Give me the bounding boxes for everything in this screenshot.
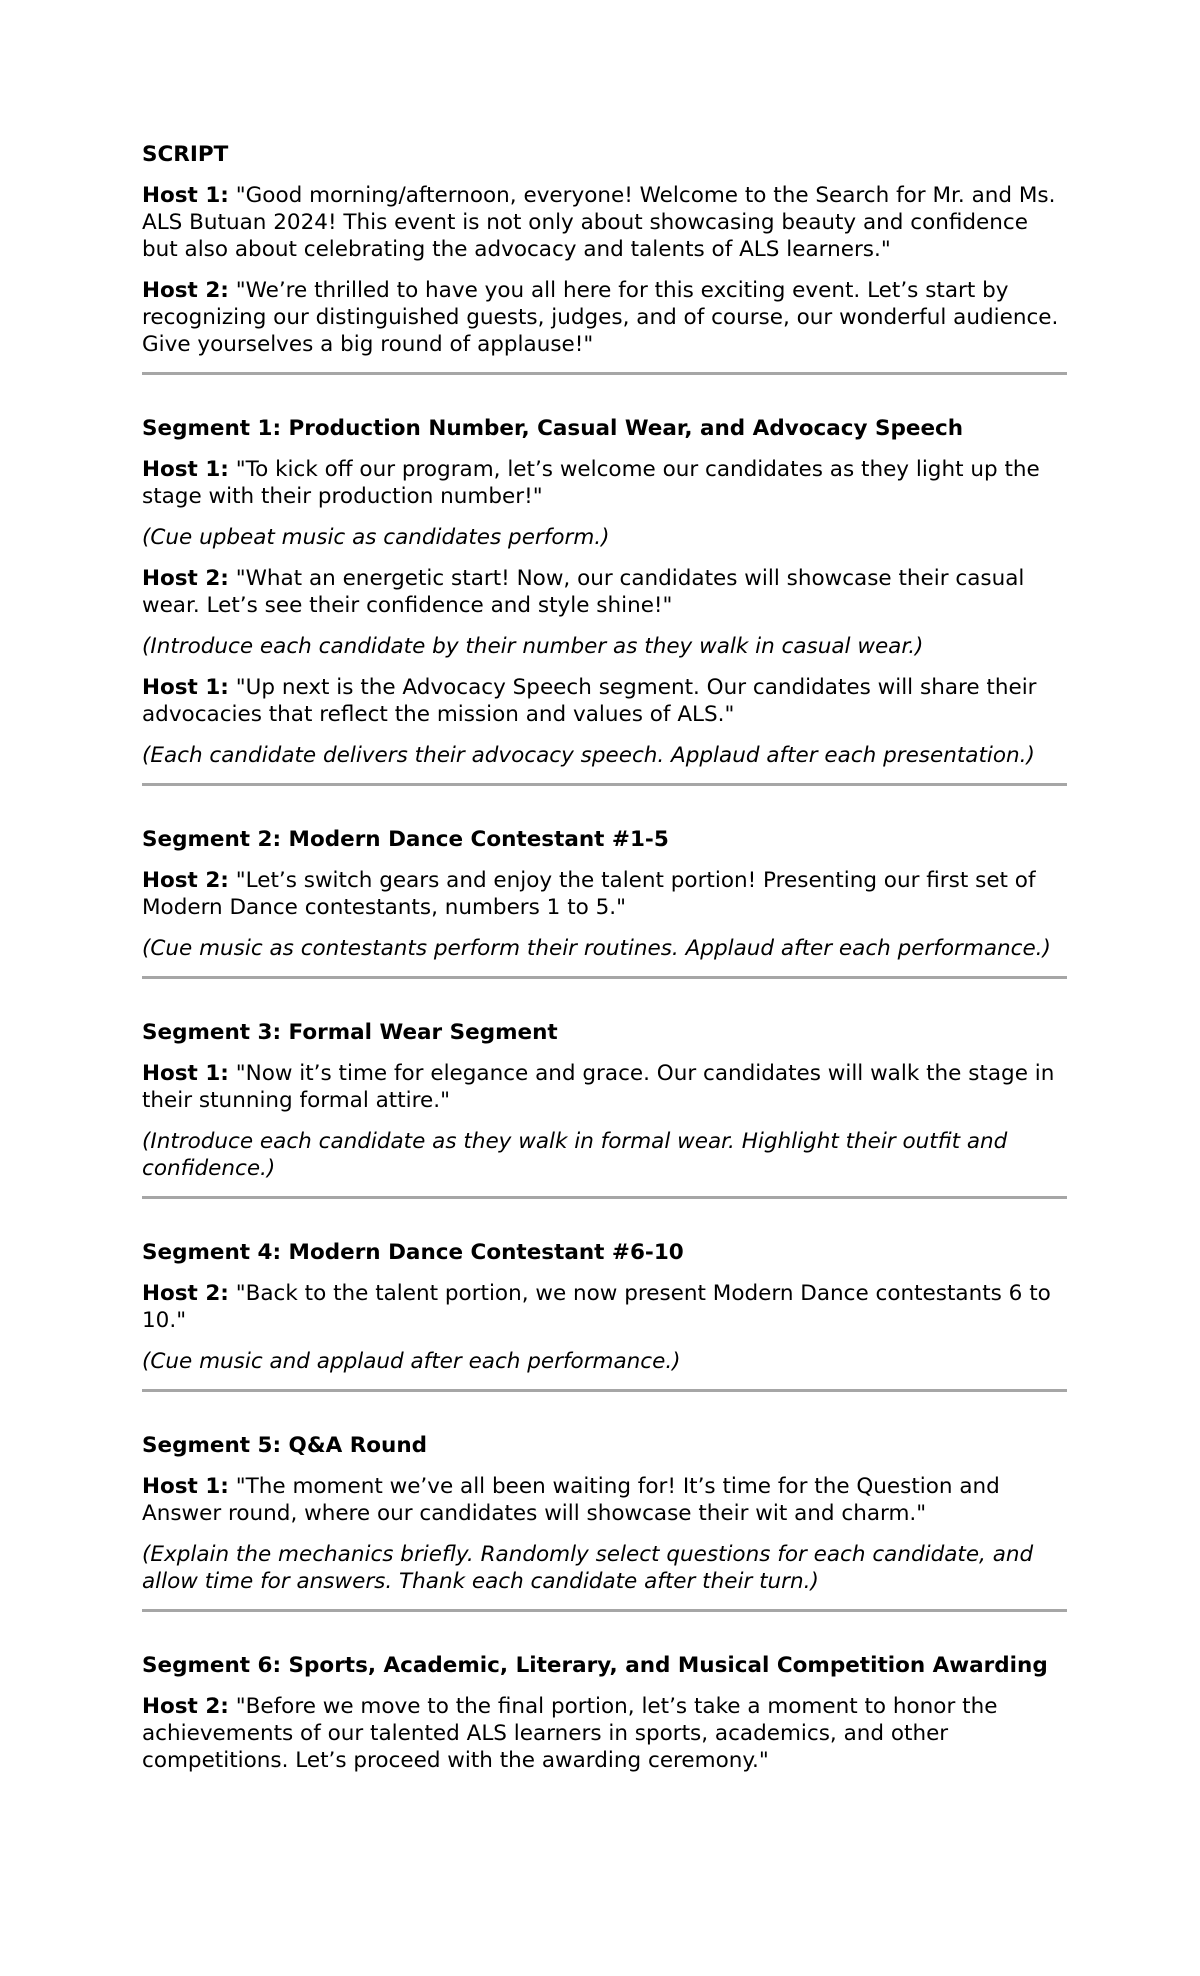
dialogue-text: "Let’s switch gears and enjoy the talent portion! Presenting our first set of Modern Dance contestants, numbers 1 to 5."	[142, 868, 1036, 920]
stage-direction: (Explain the mechanics briefly. Randomly select questions for each candidate, and allow time for answers. Thank each candidate after their turn.)	[142, 1542, 1034, 1594]
speaker-label: Host 2:	[142, 566, 229, 591]
page-title: SCRIPT	[142, 142, 229, 167]
dialogue-text: "Good morning/afternoon, everyone! Welcome to the Search for Mr. and Ms. ALS Butuan 2024! This event is not only about showcasing beauty and confidence but also about celebrating the advocacy and talents of ALS learners."	[142, 183, 1056, 262]
speaker-label: Host 2:	[142, 1694, 229, 1719]
dialogue-line	[142, 674, 1067, 728]
dialogue-text: "Up next is the Advocacy Speech segment. Our candidates will share their advocacies that reflect the mission and values of ALS."	[142, 675, 1037, 727]
dialogue-line	[142, 1060, 1067, 1114]
speaker-label: Host 2:	[142, 1281, 229, 1306]
dialogue-text: "The moment we’ve all been waiting for! It’s time for the Question and Answer round, where our candidates will showcase their wit and charm."	[142, 1474, 1000, 1526]
stage-direction: (Each candidate delivers their advocacy speech. Applaud after each presentation.)	[142, 743, 1035, 768]
dialogue-text: "Now it’s time for elegance and grace. Our candidates will walk the stage in their stunning formal attire."	[142, 1061, 1055, 1113]
speaker-label: Host 1:	[142, 183, 229, 208]
dialogue-line	[142, 1473, 1067, 1527]
segment-heading: Segment 1: Production Number, Casual Wear, and Advocacy Speech	[142, 416, 964, 441]
segment-heading: Segment 3: Formal Wear Segment	[142, 1020, 558, 1045]
intro-line	[142, 277, 1067, 358]
stage-direction: (Cue music and applaud after each performance.)	[142, 1349, 681, 1374]
dialogue-line	[142, 867, 1067, 921]
dialogue-line	[142, 456, 1067, 510]
dialogue-line	[142, 1693, 1067, 1774]
speaker-label: Host 2:	[142, 868, 229, 893]
dialogue-text: "What an energetic start! Now, our candidates will showcase their casual wear. Let’s see their confidence and style shine!"	[142, 566, 1025, 618]
section-divider	[142, 372, 1067, 375]
stage-direction: (Cue music as contestants perform their routines. Applaud after each performance.)	[142, 936, 1051, 961]
section-divider	[142, 1389, 1067, 1392]
speaker-label: Host 1:	[142, 457, 229, 482]
segment-heading: Segment 4: Modern Dance Contestant #6-10	[142, 1240, 684, 1265]
section-divider	[142, 976, 1067, 979]
speaker-label: Host 2:	[142, 278, 229, 303]
stage-direction: (Introduce each candidate by their number as they walk in casual wear.)	[142, 634, 924, 659]
dialogue-line	[142, 565, 1067, 619]
stage-direction: (Cue upbeat music as candidates perform.)	[142, 525, 610, 550]
intro-line	[142, 182, 1067, 263]
speaker-label: Host 1:	[142, 1061, 229, 1086]
section-divider	[142, 1609, 1067, 1612]
speaker-label: Host 1:	[142, 675, 229, 700]
segment-heading: Segment 5: Q&A Round	[142, 1433, 428, 1458]
dialogue-text: "We’re thrilled to have you all here for this exciting event. Let’s start by recognizing our distinguished guests, judges, and of course, our wonderful audience. Give yourselves a big round of applause!"	[142, 278, 1059, 357]
segment-heading: Segment 2: Modern Dance Contestant #1-5	[142, 827, 669, 852]
section-divider	[142, 1196, 1067, 1199]
dialogue-text: "Before we move to the final portion, let’s take a moment to honor the achievements of our talented ALS learners in sports, academics, and other competitions. Let’s proceed with the awarding ceremony."	[142, 1694, 998, 1773]
section-divider	[142, 783, 1067, 786]
script-content	[142, 141, 1067, 1788]
dialogue-text: "To kick off our program, let’s welcome our candidates as they light up the stage with their production number!"	[142, 457, 1040, 509]
segment-heading: Segment 6: Sports, Academic, Literary, and Musical Competition Awarding	[142, 1653, 1048, 1678]
stage-direction: (Introduce each candidate as they walk in formal wear. Highlight their outfit and confidence.)	[142, 1129, 1008, 1181]
dialogue-line	[142, 1280, 1067, 1334]
dialogue-text: "Back to the talent portion, we now present Modern Dance contestants 6 to 10."	[142, 1281, 1051, 1333]
speaker-label: Host 1:	[142, 1474, 229, 1499]
